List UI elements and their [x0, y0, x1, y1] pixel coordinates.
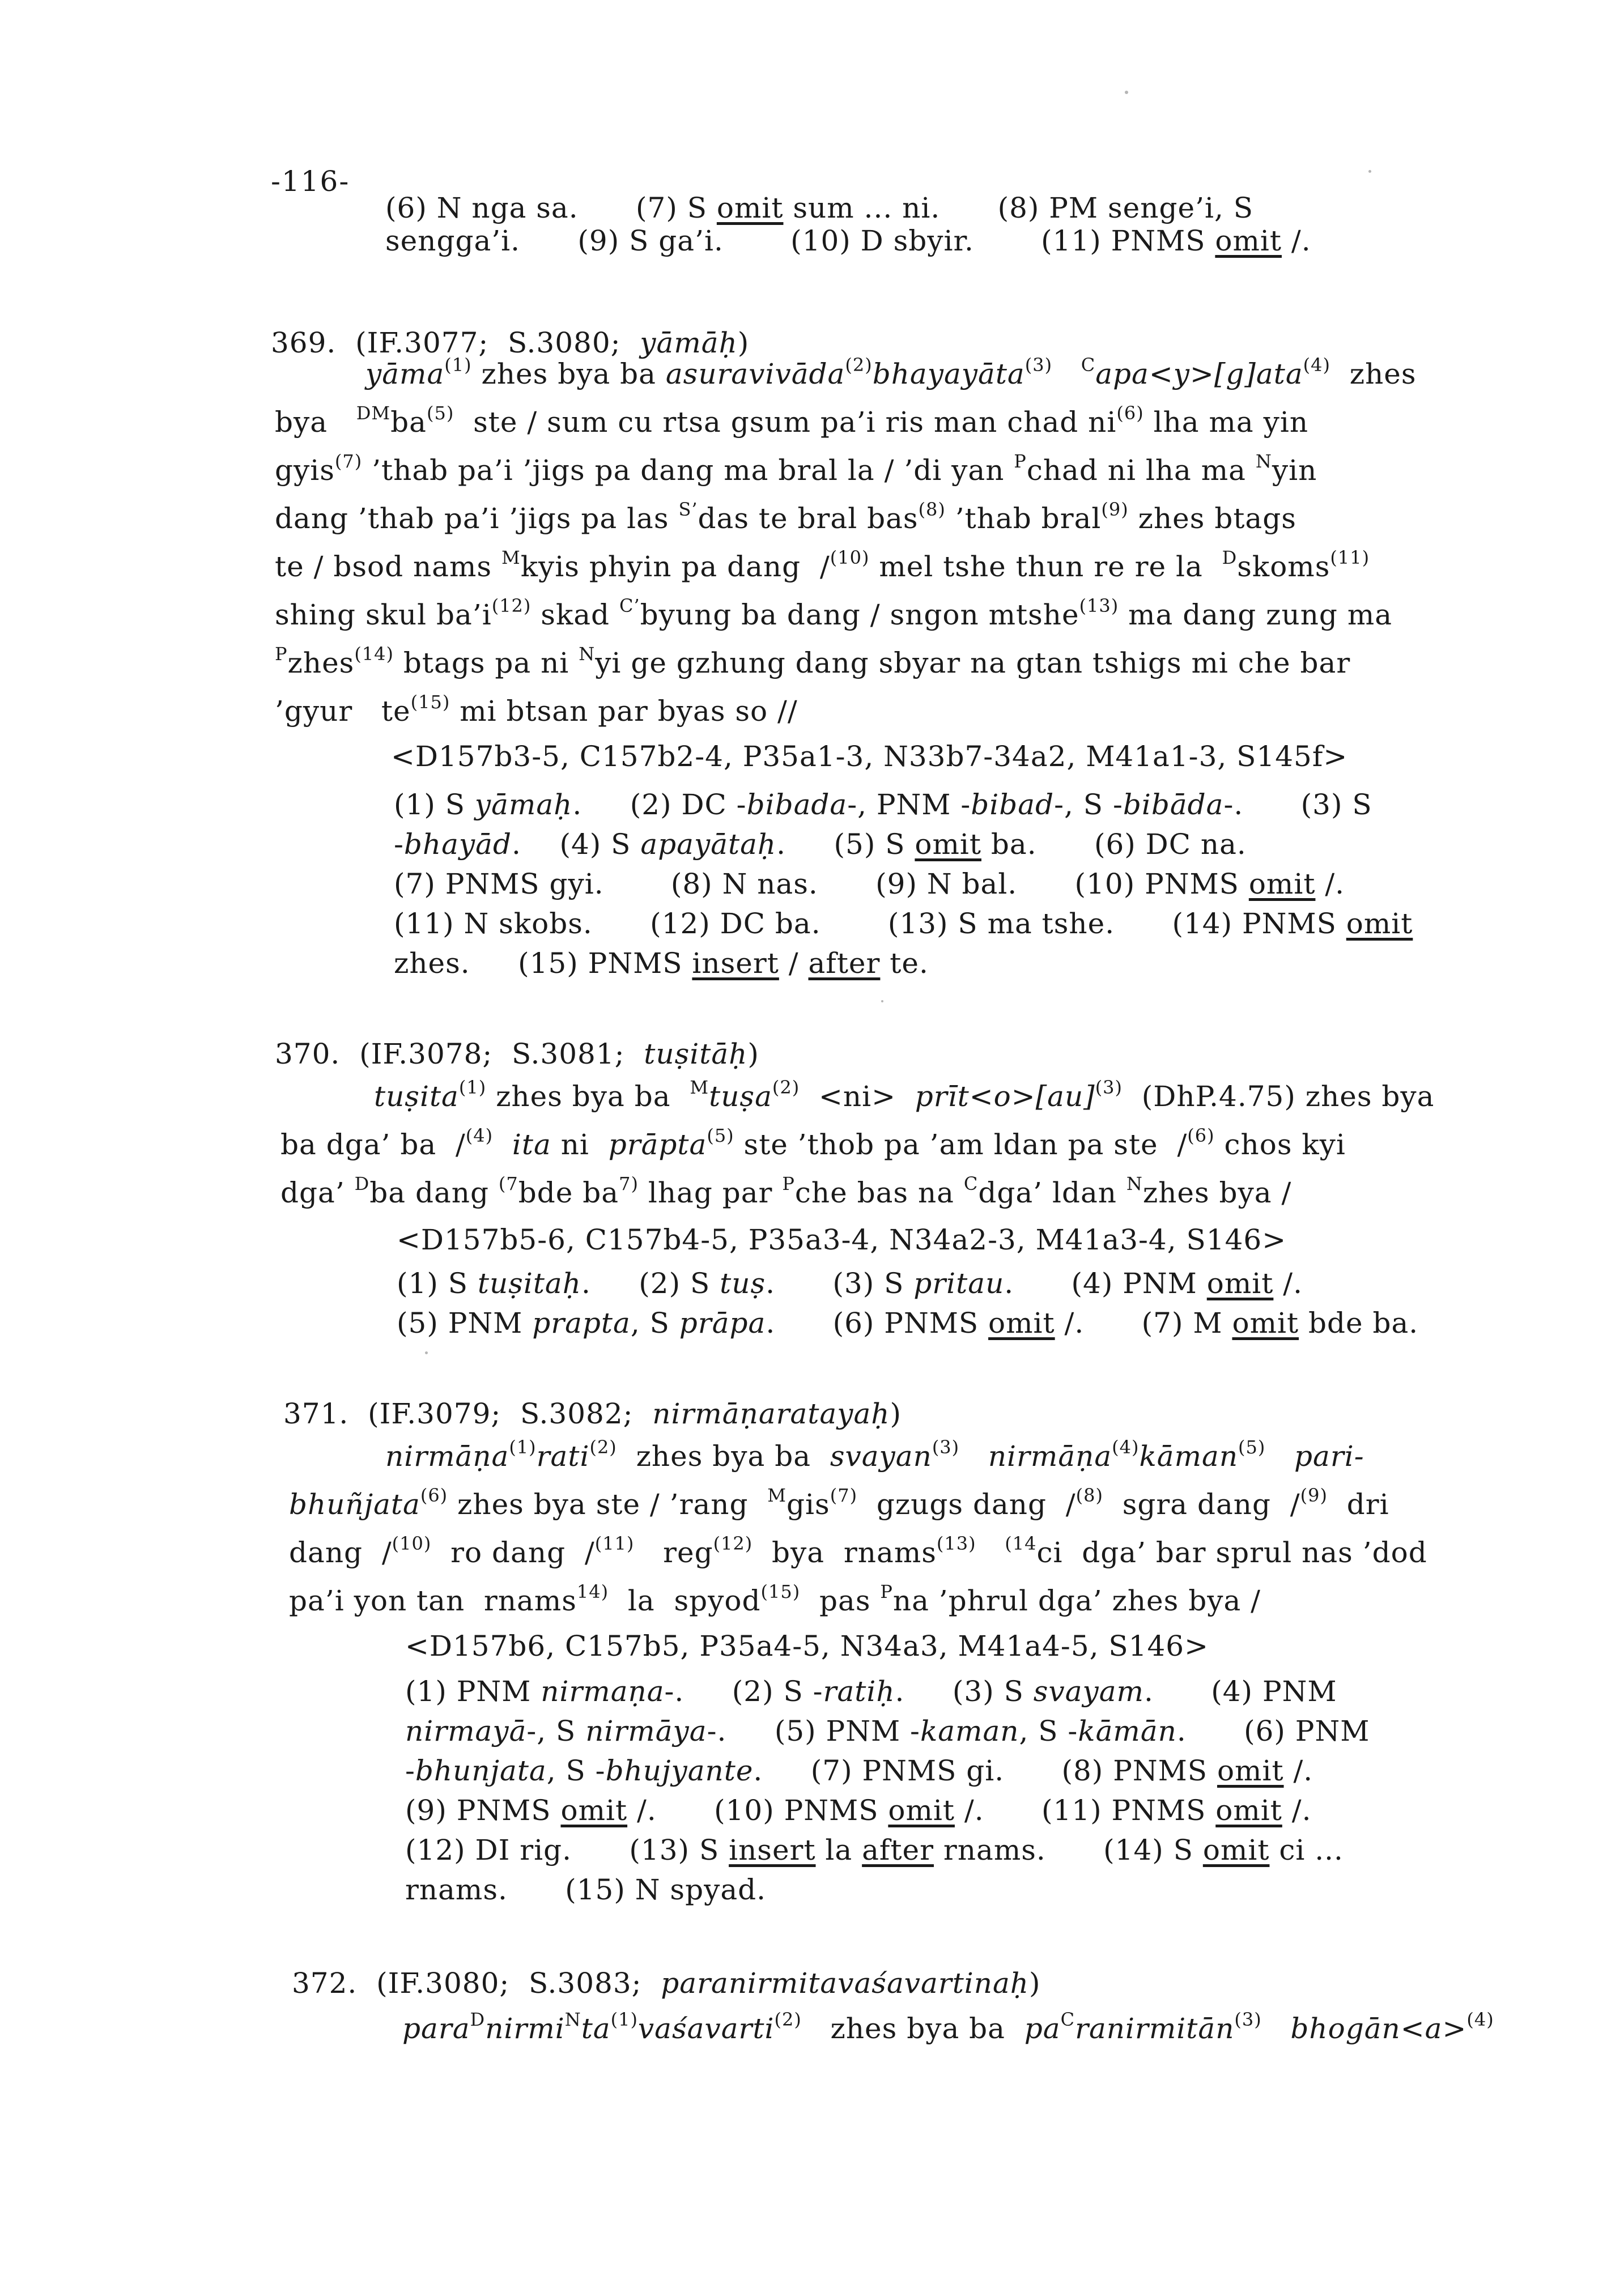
text-line: nirmayā-, S nirmāya-. (5) PNM -kaman, S -kāmān. (6) PNM — [405, 1715, 1370, 1747]
text-line: zhes. (15) PNMS insert / after te. — [394, 947, 929, 980]
text-line: $para^Dnirmi^Nta^{(1)}vaśavarti^{(2)}$ zhes bya ba $pa^Cranirmitān^{(3)}$ bhogān<a>$^{(4)}$ — [402, 2009, 1494, 2045]
text-line: <D157b6, C157b5, P35a4-5, N34a3, M41a4-5, S146> — [405, 1630, 1209, 1663]
text-line: $^P$zhes$^{(14)}$ btags pa ni $^N$yi ge gzhung dang sbyar na gtan tshigs mi che bar — [275, 643, 1351, 679]
text-line: bhuñjata$^{(6)}$ zhes bya ste / ’rang $^M$gis$^{(7)}$ gzugs dang /$^{(8)}$ sgra dang /$^{(9)}$ dri — [289, 1485, 1389, 1521]
text-line: (5) PNM prapta, S prāpa. (6) PNMS omit /. (7) M omit bde ba. — [397, 1307, 1419, 1340]
text-line: ’gyur $te^{(15)}$ mi btsan par byas so // — [275, 691, 798, 728]
text-line: (12) DI rig. (13) S insert la after rnams. (14) S omit ci ... — [405, 1834, 1344, 1866]
text-line: yāma$^{(1)}$ zhes bya ba asuravivāda$^{(2)}$bhayayāta$^{(3)}$ $^C$apa<y>[g]ata$^{(4)}$ zhes — [365, 354, 1417, 390]
scan-speck — [425, 1351, 428, 1354]
text-line: 371. (IF.3079; S.3082; nirmāṇaratayaḥ) — [283, 1397, 902, 1430]
scan-speck — [881, 1000, 883, 1002]
scan-speck — [1125, 91, 1128, 94]
text-line: 372. (IF.3080; S.3083; paranirmitavaśavartinaḥ) — [292, 1967, 1041, 2000]
text-line: <D157b3-5, C157b2-4, P35a1-3, N33b7-34a2, M41a1-3, S145f> — [391, 740, 1348, 773]
text-line: te / bsod nams $^M$kyis phyin pa dang /$^{(10)}$ mel tshe thun re re la $^D$skoms$^{(11)}$ — [275, 547, 1370, 583]
text-line: gyis$^{(7)}$ ’thab pa’i ’jigs pa dang ma bral la / ’di yan $^P$chad ni lha ma $^N$yin — [275, 450, 1317, 487]
text-line: dga’ $^D$ba dang $^{(7}$bde $ba^{7)}$ lhag par $^P$che bas na $^C$dga’ ldan $^N$zhes bya / — [280, 1173, 1292, 1209]
text-line: (11) N skobs. (12) DC ba. (13) S ma tshe. (14) PNMS omit — [394, 907, 1413, 940]
text-line: tuṣita$^{(1)}$ zhes bya ba $^M$tuṣa$^{(2)}$ <ni> prīt<o>[au]$^{(3)}$ (DhP.4.75) zhes bya — [374, 1077, 1435, 1113]
text-line: (1) PNM nirmaṇa-. (2) S -ratiḥ. (3) S svayam. (4) PNM — [405, 1675, 1337, 1708]
text-line: 369. (IF.3077; S.3080; yāmāḥ) — [271, 326, 750, 359]
text-line: -bhunjata, S -bhujyante. (7) PNMS gi. (8) PNMS omit /. — [405, 1754, 1313, 1787]
text-line: dang /$^{(10)}$ ro dang /$^{(11)}$ reg$^{(12)}$ bya rnams$^{(13)}$ $^{(14}$ci dga’ bar sprul nas ’dod — [289, 1533, 1427, 1569]
text-line: sengga’i. (9) S ga’i. (10) D sbyir. (11) PNMS omit /. — [385, 224, 1311, 257]
text-line: <D157b5-6, C157b4-5, P35a3-4, N34a2-3, M41a3-4, S146> — [397, 1223, 1287, 1256]
text-line: (6) N nga sa. (7) S omit sum ... ni. (8) PM senge’i, S — [385, 192, 1253, 224]
scan-speck — [1368, 170, 1371, 173]
text-line: dang ’thab pa’i ’jigs pa las $^{S’}$das te bral bas$^{(8)}$ ’thab bral$^{(9)}$ zhes btags — [275, 499, 1296, 535]
text-line: (7) PNMS gyi. (8) N nas. (9) N bal. (10) PNMS omit /. — [394, 868, 1345, 900]
text-line: -bhayād. (4) S apayātaḥ. (5) S omit ba. (6) DC na. — [394, 828, 1247, 861]
text-line: 370. (IF.3078; S.3081; tuṣitāḥ) — [275, 1038, 759, 1070]
text-line: (1) S yāmaḥ. (2) DC -bibada-, PNM -bibad-, S -bibāda-. (3) S — [394, 788, 1372, 821]
text-line: nirmāṇa$^{(1)}$rati$^{(2)}$ zhes bya ba svayan$^{(3)}$ nirmāṇa$^{(4)}$kāman$^{(5)}$ pari- — [385, 1436, 1364, 1473]
text-line: rnams. (15) N spyad. — [405, 1873, 767, 1906]
text-line: (1) S tuṣitaḥ. (2) S tuṣ. (3) S pritau. (4) PNM omit /. — [397, 1267, 1303, 1300]
text-line: bya $^{DM}ba^{(5)}$ ste / sum cu rtsa gsum pa’i ris man chad $ni^{(6)}$ lha ma yin — [275, 402, 1309, 439]
text-line: pa’i yon tan rnams$^{14)}$ la spyod$^{(15)}$ pas $^P$na ’phrul dga’ zhes bya / — [289, 1581, 1261, 1617]
text-line: shing skul $ba’i^{(12)}$ skad $^{C’}$byung ba dang / sngon mtshe$^{(13)}$ ma dang zung ma — [275, 595, 1393, 631]
text-line: (9) PNMS omit /. (10) PNMS omit /. (11) PNMS omit /. — [405, 1794, 1312, 1827]
text-line: ba dga’ ba /$^{(4)}$ ita ni prāpta$^{(5)}$ ste ’thob pa ’am ldan pa ste /$^{(6)}$ chos kyi — [280, 1125, 1346, 1161]
page-number: -116- — [271, 165, 350, 198]
